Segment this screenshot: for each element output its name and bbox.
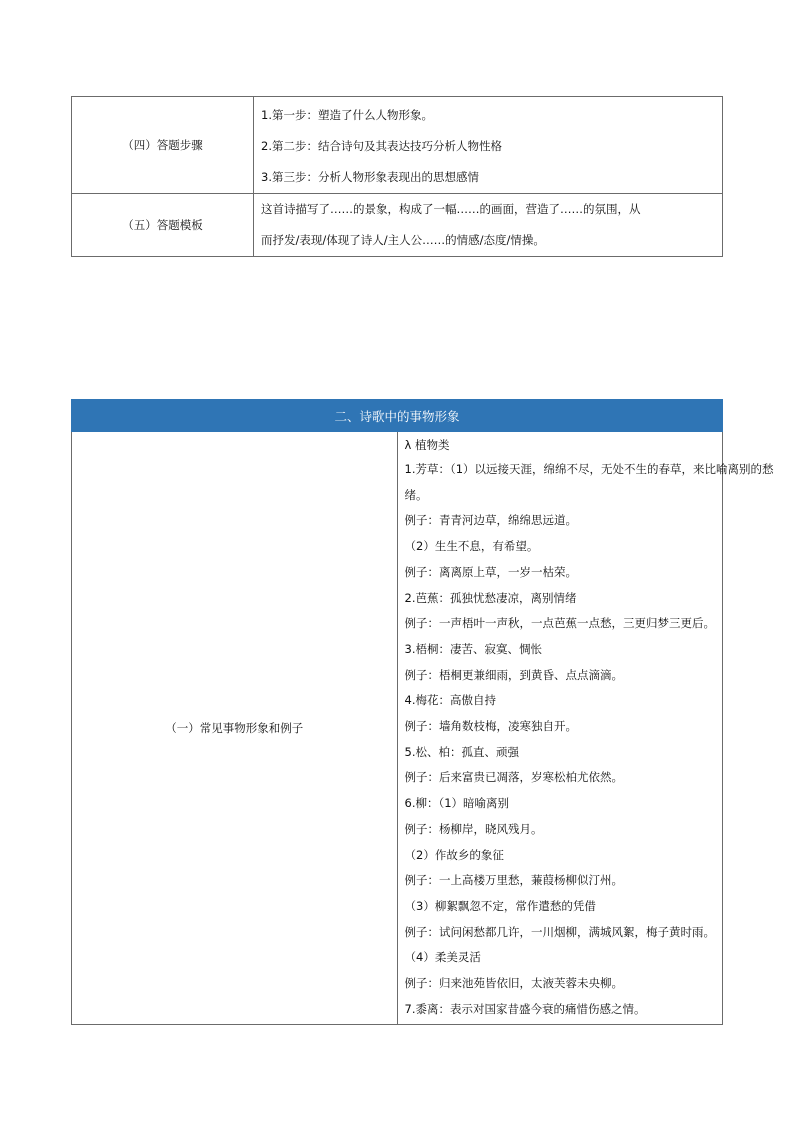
- row-label: （四）答题步骤: [72, 97, 254, 194]
- table-row: [72, 194, 723, 257]
- content-line: 2.第二步：结合诗句及其表达技巧分析人物性格: [261, 138, 502, 153]
- content-line: （2）作故乡的象征: [404, 847, 504, 862]
- content-line: 7.黍离：表示对国家昔盛今衰的痛惜伤感之情。: [404, 1001, 646, 1016]
- content-line: 3.梧桐：凄苦、寂寞、惆怅: [404, 641, 542, 656]
- section-title: 二、诗歌中的事物形象: [72, 400, 723, 432]
- object-images-table: [71, 399, 774, 1025]
- content-line: 5.松、柏：孤直、顽强: [404, 744, 519, 759]
- content-line: 例子：青青河边草，绵绵思远道。: [404, 513, 577, 528]
- content-line: （3）柳絮飘忽不定，常作遣愁的凭借: [404, 898, 596, 913]
- content-line: 例子：杨柳岸，晓风残月。: [404, 821, 543, 836]
- category-heading: λ 植物类: [404, 438, 450, 452]
- content-line: （2）生生不息，有希望。: [404, 539, 539, 554]
- table-header-row: [72, 400, 723, 432]
- content-line: 例子：一上高楼万里愁，蒹葭杨柳似汀州。: [404, 873, 623, 888]
- table-row: [72, 97, 723, 194]
- content-line: 2.芭蕉：孤独忧愁凄凉，离别情绪: [404, 590, 577, 605]
- row-content: [254, 97, 723, 194]
- content-line: 例子：后来富贵已凋落，岁寒松柏尤依然。: [404, 770, 623, 785]
- content-line: 例子：试问闲愁都几许，一川烟柳，满城风絮，梅子黄时雨。: [404, 924, 715, 939]
- answer-steps-table: [71, 96, 723, 257]
- content-line: 4.梅花：高傲自持: [404, 693, 496, 708]
- content-line: 绪。: [404, 487, 428, 502]
- content-line: 6.柳：（1）暗喻离别: [404, 796, 510, 811]
- content-line: 而抒发/表现/体现了诗人/主人公……的情感/态度/情操。: [261, 233, 545, 247]
- content-line: 例子：离离原上草，一岁一枯荣。: [404, 564, 577, 579]
- content-line: （4）柔美灵活: [404, 950, 481, 965]
- row-label: （五）答题模板: [72, 194, 254, 257]
- content-line: 例子：一声梧叶一声秋，一点芭蕉一点愁，三更归梦三更后。: [404, 616, 715, 631]
- content-line: 3.第三步：分析人物形象表现出的思想感情: [261, 169, 479, 184]
- row-label: （一）常见事物形象和例子: [72, 432, 398, 1025]
- content-line: 1.第一步：塑造了什么人物形象。: [261, 107, 433, 122]
- content-line: 例子：梧桐更兼细雨，到黄昏、点点滴滴。: [404, 667, 623, 682]
- content-line: 1.芳草：（1）以远接天涯，绵绵不尽，无处不生的春草，来比喻离别的愁: [404, 462, 774, 476]
- row-content: [254, 194, 723, 257]
- table-row: [72, 432, 723, 1025]
- row-content: [397, 432, 774, 1025]
- content-line: 例子：墙角数枝梅，凌寒独自开。: [404, 719, 577, 734]
- content-line: 这首诗描写了……的景象，构成了一幅……的画面，营造了……的氛围，从: [261, 202, 641, 216]
- content-line: 例子：归来池苑皆依旧，太液芙蓉未央柳。: [404, 976, 623, 991]
